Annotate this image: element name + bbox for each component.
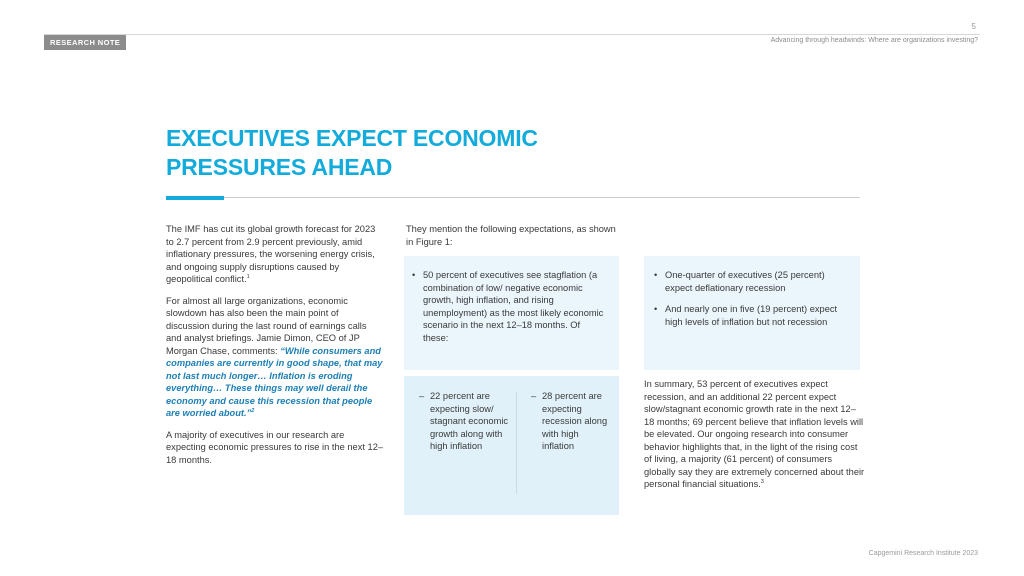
- figure-intro: They mention the following expectations, as shown in Figure 1:: [406, 224, 616, 247]
- footnote-ref-3: 3: [760, 478, 764, 485]
- stagflation-bullet: [412, 269, 607, 344]
- deflationary-bullet-text: One-quarter of executives (25 percent) expect deflationary recession: [665, 270, 825, 293]
- header-rule: [44, 34, 980, 35]
- deflationary-bullet: [654, 269, 848, 294]
- dimon-quote: “While consumers and companies are currently in good shape, that may not last much longer… Inflation is eroding everything… These things may well derail the economy and cause this recession that people are worried about.”: [166, 345, 383, 418]
- page-title-line-1: EXECUTIVES EXPECT ECONOMIC: [166, 125, 538, 151]
- page-title: [166, 124, 686, 182]
- left-column: [166, 223, 384, 475]
- dash-marker: –: [531, 391, 537, 401]
- paragraph-slowdown-text: For almost all large organizations, economic slowdown has also been the main point of discussion during the last round of earnings calls and analyst briefings. Jamie Dimon, CEO of JP Morgan Chase, comments:: [166, 295, 367, 356]
- breakdown-stagnant-growth: [419, 390, 519, 453]
- stagflation-panel: [404, 256, 619, 370]
- footnote-ref-2: 2: [251, 407, 255, 414]
- paragraph-imf: [166, 223, 384, 286]
- title-rule: [166, 197, 860, 198]
- section-tag: RESEARCH NOTE: [44, 35, 126, 50]
- footnote-ref-1: 1: [246, 273, 250, 280]
- summary-paragraph: [644, 378, 866, 491]
- footer-credit: Capgemini Research Institute 2023: [868, 550, 978, 557]
- inflation-bullet: [654, 303, 848, 328]
- paragraph-imf-text: The IMF has cut its global growth forecast for 2023 to 2.7 percent from 2.9 percent previously, amid inflationary pressures, the worsening energy crisis, and ongoing supply disruptions caused by geopolitical conflict.: [166, 224, 376, 284]
- bullet-marker: •: [412, 270, 416, 280]
- breakdown-recession: [531, 390, 611, 453]
- inflation-bullet-text: And nearly one in five (19 percent) expect high levels of inflation but not recession: [665, 304, 838, 327]
- page-number: 5: [971, 22, 976, 31]
- bullet-marker: •: [654, 304, 658, 314]
- paragraph-slowdown: [166, 295, 384, 420]
- stagflation-bullet-text: 50 percent of executives see stagflation (a combination of low/ negative economic growth, high inflation, and rising unemployment) as the most likely economic scenario in the next 12–18 months. Of these:: [423, 270, 604, 343]
- breakdown-divider: [516, 392, 517, 494]
- other-expectations-panel: [644, 256, 860, 370]
- breakdown-stagnant-growth-text: 22 percent are expecting slow/ stagnant economic growth along with high inflation: [430, 391, 509, 451]
- dash-marker: –: [419, 391, 425, 401]
- paragraph-majority: A majority of executives in our research are expecting economic pressures to rise in the next 12–18 months.: [166, 429, 384, 465]
- breakdown-recession-text: 28 percent are expecting recession along with high inflation: [542, 391, 608, 451]
- page-title-line-2: PRESSURES AHEAD: [166, 154, 393, 180]
- summary-text: In summary, 53 percent of executives expect recession, and an additional 22 percent expect slow/stagnant economic growth rate in the next 12–18 months; 69 percent believe that inflation levels will be elevated. Our ongoing research into consumer behavior highlights that, in the light of the rising cost of living, a majority (61 percent) of consumers globally say they are extremely concerned about their personal financial situations.: [644, 379, 865, 489]
- stagflation-breakdown-panel: [404, 376, 619, 515]
- bullet-marker: •: [654, 270, 658, 280]
- title-accent-bar: [166, 196, 224, 200]
- running-title: Advancing through headwinds: Where are organizations investing?: [770, 37, 978, 44]
